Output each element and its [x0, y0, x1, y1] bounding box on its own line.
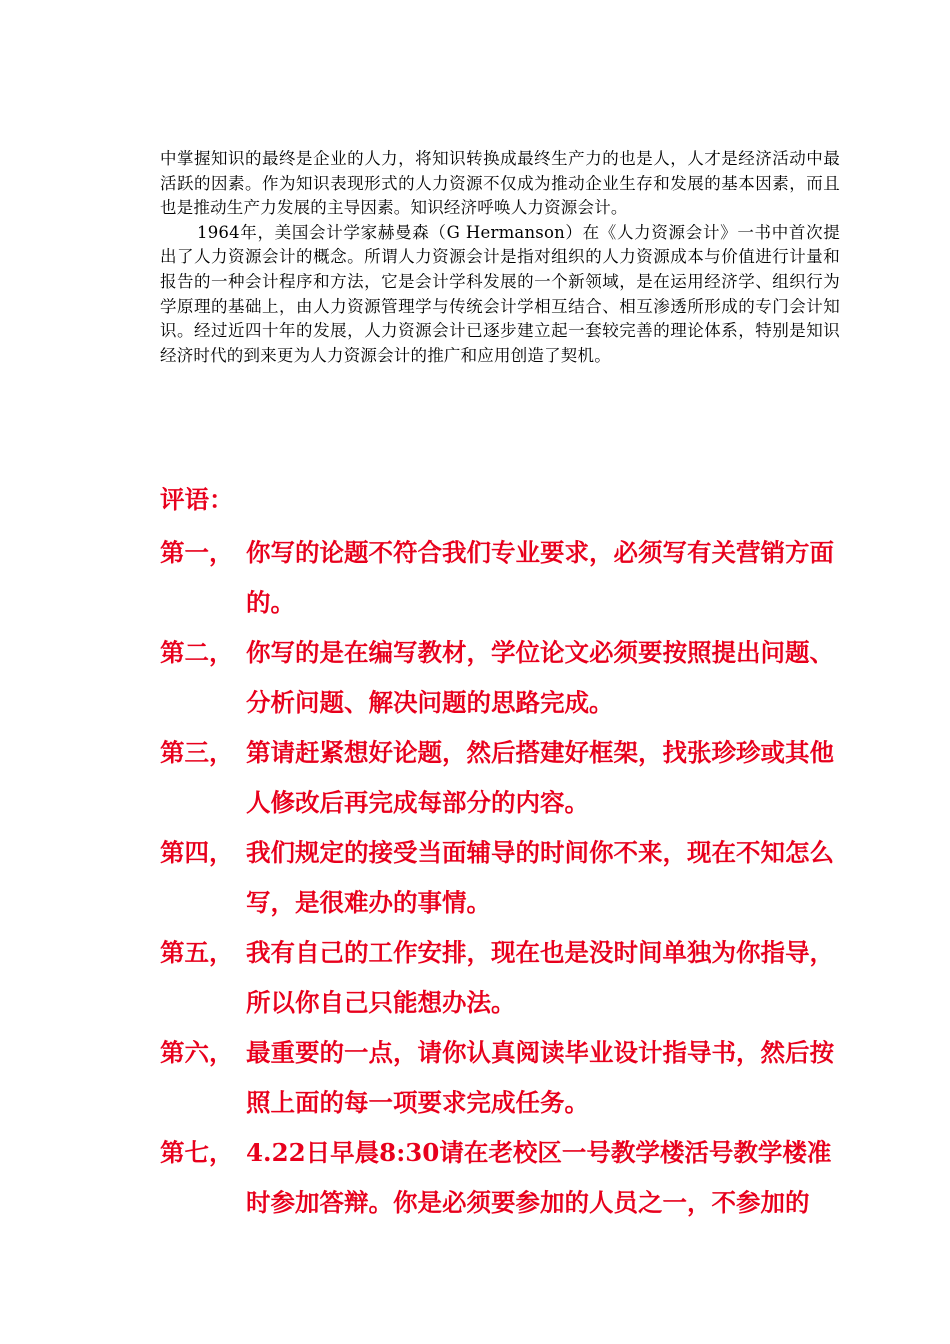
body-text: [160, 147, 840, 368]
comment-item: [160, 628, 860, 728]
comment-item: [160, 828, 860, 928]
paragraph: 中掌握知识的最终是企业的人力，将知识转换成最终生产力的也是人，人才是经济活动中最活跃的因素。作为知识表现形式的人力资源不仅成为推动企业生存和发展的基本因素，而且也是推动生产力发展的主导因素。知识经济呼唤人力资源会计。: [160, 149, 840, 218]
comment-item: [160, 1028, 860, 1128]
comment-text: 第请赶紧想好论题，然后搭建好框架，找张珍珍或其他人修改后再完成每部分的内容。: [246, 738, 834, 817]
comment-text: 最重要的一点，请你认真阅读毕业设计指导书，然后按照上面的每一项要求完成任务。: [246, 1038, 834, 1117]
comment-number: 第四，: [160, 838, 234, 867]
comment-text: 4.22日早晨8:30请在老校区一号教学楼活号教学楼准时参加答辩。你是必须要参加的人员之一，不参加的: [246, 1138, 832, 1217]
comment-item: [160, 528, 860, 628]
paragraph: 1964年，美国会计学家赫曼森（G Hermanson）在《人力资源会计》一书中首次提出了人力资源会计的概念。所谓人力资源会计是指对组织的人力资源成本与价值进行计量和报告的一种会计程序和方法，它是会计学科发展的一个新领域，是在运用经济学、组织行为学原理的基础上，由人力资源管理学与传统会计学相互结合、相互渗透所形成的专门会计知识。经过近四十年的发展，人力资源会计已逐步建立起一套较完善的理论体系，特别是知识经济时代的到来更为人力资源会计的推广和应用创造了契机。: [160, 222, 840, 365]
comment-number: 第七，: [160, 1138, 234, 1167]
comment-text: 你写的是在编写教材，学位论文必须要按照提出问题、分析问题、解决问题的思路完成。: [246, 638, 834, 717]
comment-item: [160, 928, 860, 1028]
comment-item: [160, 728, 860, 828]
comment-number: 第三，: [160, 738, 234, 767]
comments-section: [160, 480, 860, 1228]
comment-text: 我有自己的工作安排，现在也是没时间单独为你指导，所以你自己只能想办法。: [246, 938, 834, 1017]
comment-number: 第一，: [160, 538, 234, 567]
comment-number: 第二，: [160, 638, 234, 667]
comment-text: 你写的论题不符合我们专业要求，必须写有关营销方面的。: [246, 538, 834, 617]
comment-number: 第五，: [160, 938, 234, 967]
comment-number: 第六，: [160, 1038, 234, 1067]
comments-title: 评语：: [160, 485, 234, 514]
comment-text: 我们规定的接受当面辅导的时间你不来，现在不知怎么写，是很难办的事情。: [246, 838, 834, 917]
comment-item: [160, 1128, 860, 1228]
